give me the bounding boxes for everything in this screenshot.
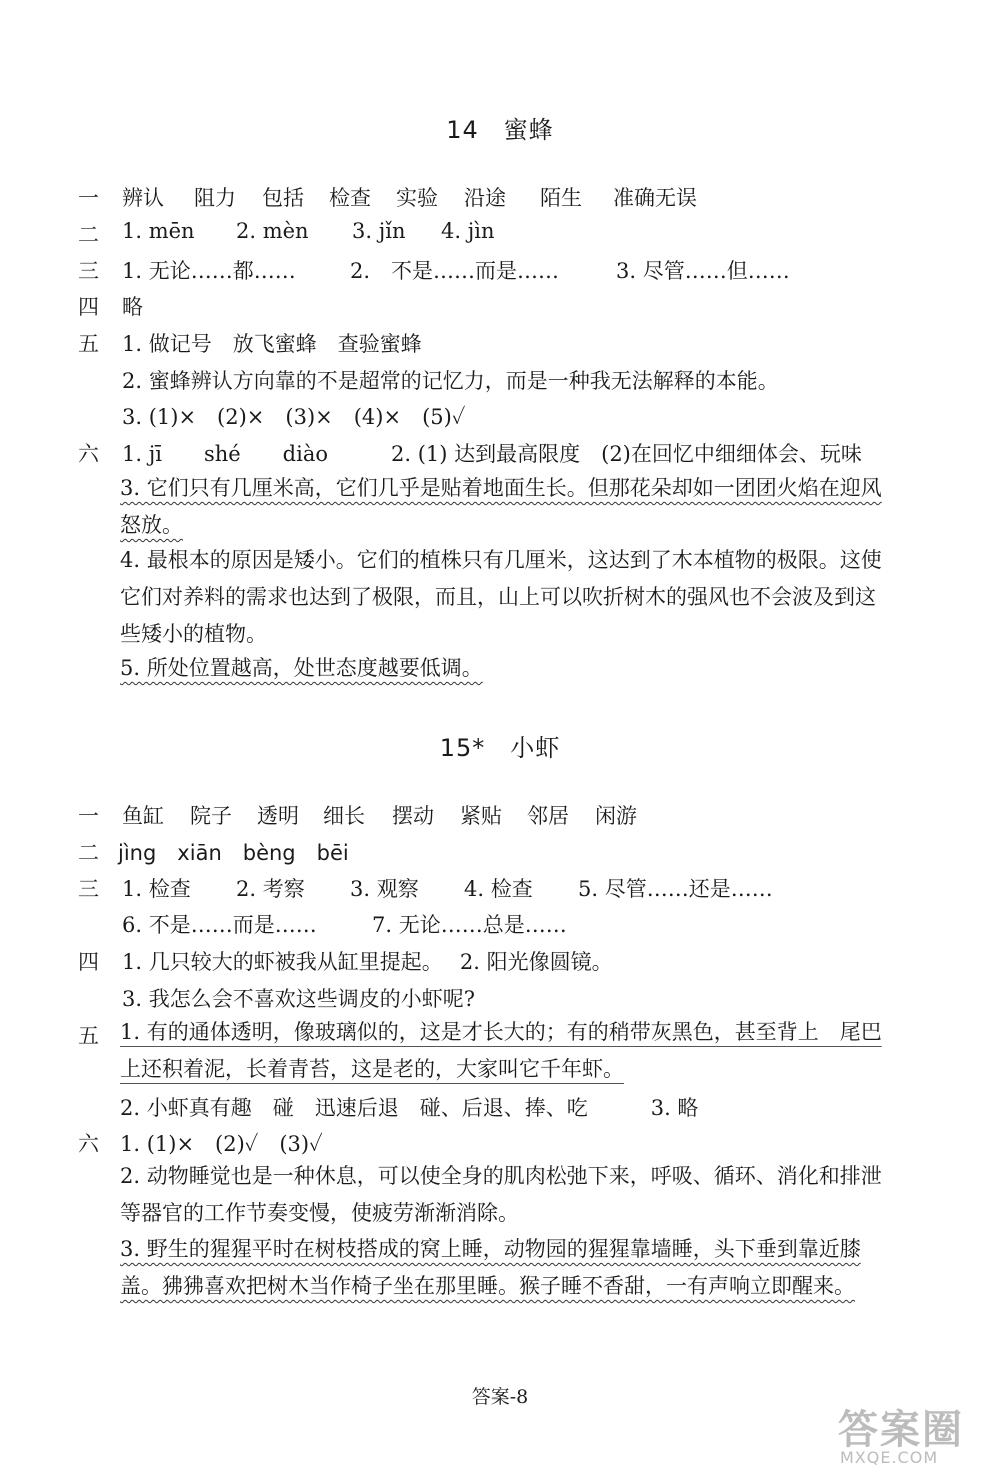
word: 院子 [190,804,232,828]
q1-label: 一 [78,804,99,828]
q6-label: 六 [78,1132,99,1156]
word: 阻力 [194,186,236,210]
word: 摆动 [392,804,434,828]
watermark-text: 答案圈 [838,1407,964,1453]
q5-label: 五 [78,332,99,356]
word: 包括 [262,186,304,210]
answer-line: 5. 所处位置越高，处世态度越要低调。 [120,656,483,680]
answer-paragraph: 1. 有的通体透明，像玻璃似的，这是才长大的；有的稍带灰黑色，甚至背上 尾巴上还积着泥，长着青苔，这是老的，大家叫它千年虾。 [120,1020,882,1081]
answer-line: 1. (1)× (2)✓ (3)✓ [120,1132,323,1156]
watermark-url: MXQE.COM [840,1448,939,1467]
word: 细长 [323,804,365,828]
word: 沿途 [464,186,506,210]
answer-line: 3. (1)× (2)× (3)× (4)× (5)✓ [122,405,466,429]
pinyin-answer: 4. jìn [441,219,495,243]
conjunction-answer: 1. 无论……都…… [122,259,296,283]
answer-text: 略 [122,295,143,319]
pinyin-answer: 1. mēn [122,219,195,243]
q3-label: 三 [78,877,99,901]
answer-line: 3. 我怎么会不喜欢这些调皮的小虾呢? [122,987,475,1011]
q5-label: 五 [78,1024,99,1048]
conjunction-answer: 3. 尽管……但…… [616,259,790,283]
word: 紧贴 [460,804,502,828]
section-15-title: 15* 小虾 [439,734,561,762]
word-answer: 7. 无论……总是…… [372,913,567,937]
q4-label: 四 [78,950,99,974]
word-answer: 5. 尽管……还是…… [578,877,773,901]
word-answer: 6. 不是……而是…… [122,913,317,937]
q6-label: 六 [78,442,99,466]
answer-line: 1. jī shé diào 2. (1) 达到最高限度 (2)在回忆中细细体会、玩味 [122,442,862,466]
pinyin-answer: jìng xiān bèng bēi [118,841,349,865]
word: 闲游 [595,804,637,828]
word-answer: 1. 检查 [122,877,191,901]
word: 透明 [257,804,299,828]
page-number: 答案-8 [471,1386,529,1408]
q2-label: 二 [78,841,99,865]
q2-label: 二 [78,223,99,247]
answer-paragraph: 4. 最根本的原因是矮小。它们的植株只有几厘米，这达到了木本植物的极限。这使它们对养料的需求也达到了极限，而且，山上可以吹折树木的强风也不会波及到这些矮小的植物。 [120,548,882,646]
answer-line: 2. 小虾真有趣 碰 迅速后退 碰、后退、捧、吃 3. 略 [120,1096,699,1120]
word: 邻居 [527,804,569,828]
answer-line: 1. 做记号 放飞蜜蜂 查验蜜蜂 [122,332,422,356]
word-answer: 2. 考察 [236,877,305,901]
word: 陌生 [540,186,582,210]
word: 准确无误 [613,186,697,210]
answer-line: 2. 蜜蜂辨认方向靠的不是超常的记忆力，而是一种我无法解释的本能。 [122,369,779,393]
word-answer: 4. 检查 [464,877,533,901]
answer-line: 1. 几只较大的虾被我从缸里提起。 2. 阳光像圆镜。 [122,950,613,974]
q4-label: 四 [78,295,99,319]
pinyin-answer: 3. jǐn [352,219,406,243]
q1-label: 一 [78,186,99,210]
word: 实验 [396,186,438,210]
word: 检查 [329,186,371,210]
q3-label: 三 [78,259,99,283]
section-14-title: 14 蜜蜂 [446,116,554,144]
conjunction-answer: 2. 不是……而是…… [350,259,560,283]
answer-paragraph: 2. 动物睡觉也是一种休息，可以使全身的肌肉松弛下来，呼吸、循环、消化和排泄等器官的工作节奏变慢，使疲劳渐渐消除。 [120,1164,882,1225]
word-answer: 3. 观察 [350,877,419,901]
answer-paragraph: 3. 野生的猩猩平时在树枝搭成的窝上睡，动物园的猩猩靠墙睡，头下垂到靠近膝盖。狒狒喜欢把树木当作椅子坐在那里睡。猴子睡不香甜，一有声响立即醒来。 [120,1237,861,1298]
answer-paragraph: 3. 它们只有几厘米高，它们几乎是贴着地面生长。但那花朵却如一团团火焰在迎风怒放。 [120,476,882,537]
word: 辨认 [122,186,164,210]
pinyin-answer: 2. mèn [236,219,309,243]
word: 鱼缸 [122,804,164,828]
watermark-logo [832,1398,982,1470]
